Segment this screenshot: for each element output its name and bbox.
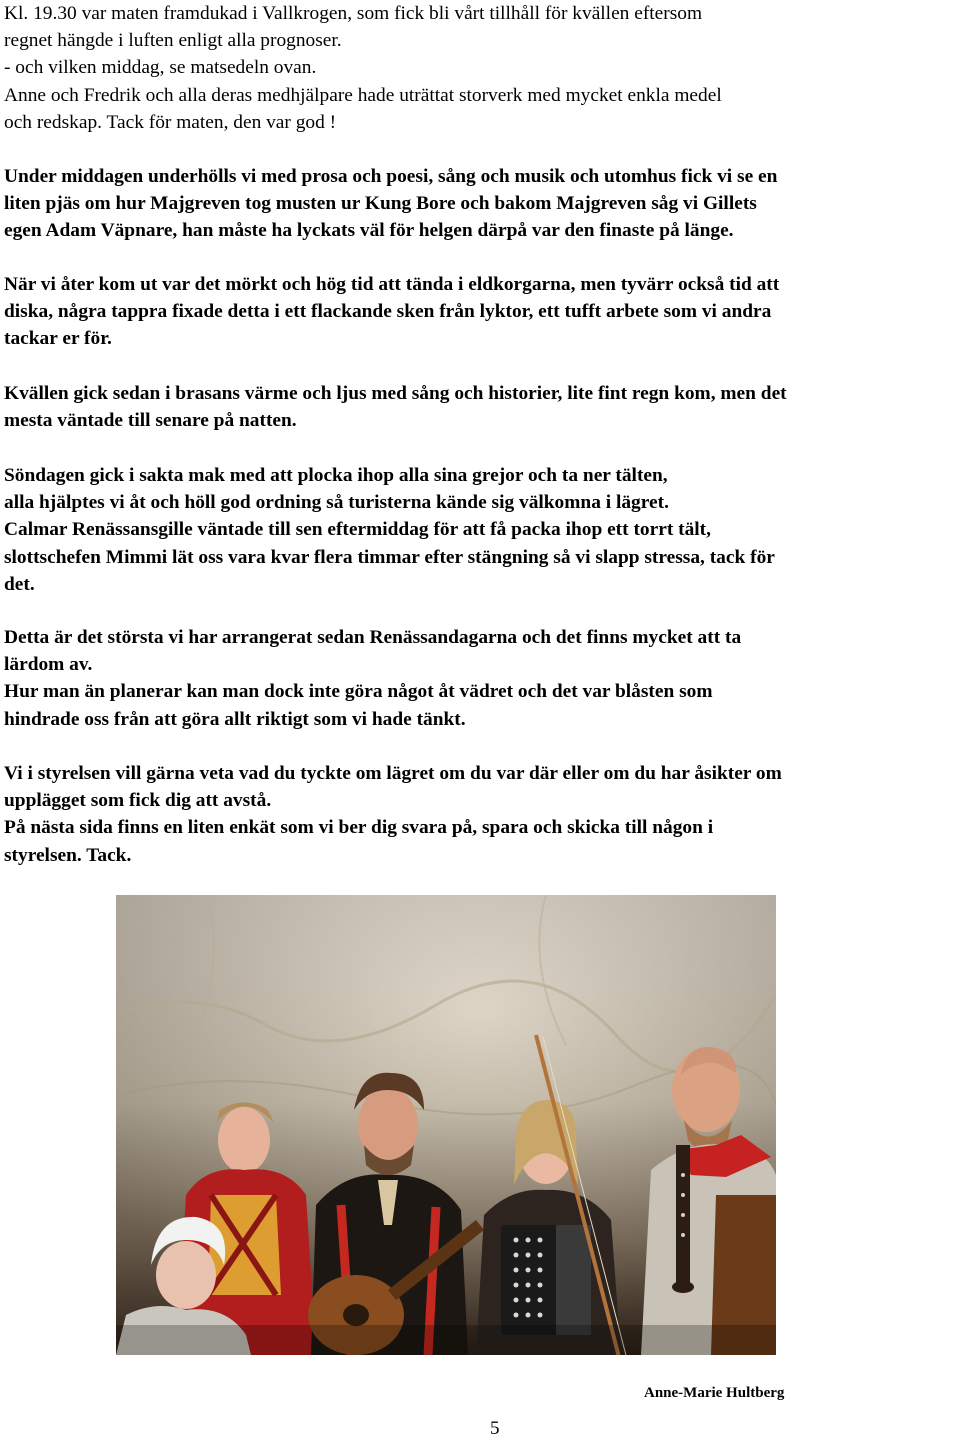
- text-line: diska, några tappra fixade detta i ett flackande sken från lyktor, ett tufft arbete som vi andra: [4, 301, 772, 323]
- text-line: Kvällen gick sedan i brasans värme och ljus med sång och historier, lite fint regn kom, men det: [4, 383, 787, 404]
- paragraph-dinner: [4, 0, 958, 136]
- paragraph-survey: [4, 760, 958, 869]
- text-line: och redskap. Tack för maten, den var god !: [4, 111, 337, 133]
- musicians-photo: [116, 895, 776, 1355]
- musicians-photo-icon: [116, 895, 776, 1355]
- text-line: hindrade oss från att göra allt riktigt som vi hade tänkt.: [4, 708, 466, 730]
- page-number: 5: [490, 1418, 500, 1439]
- text-line: - och vilken middag, se matsedeln ovan.: [4, 57, 317, 79]
- text-line: Calmar Renässansgille väntade till sen eftermiddag för att få packa ihop ett torrt tält,: [4, 519, 711, 541]
- text-line: Kl. 19.30 var maten framdukad i Vallkrogen, som fick bli vårt tillhåll för kvällen eftersom: [4, 3, 703, 24]
- paragraph-evening: [4, 380, 958, 434]
- text-line: Anne och Fredrik och alla deras medhjälpare hade uträttat storverk med mycket enkla medel: [4, 84, 722, 106]
- paragraph-entertainment: [4, 163, 958, 245]
- text-line: När vi åter kom ut var det mörkt och hög tid att tända i eldkorgarna, men tyvärr också tid att: [4, 274, 780, 295]
- text-line: mesta väntade till senare på natten.: [4, 410, 297, 432]
- text-line: Hur man än planerar kan man dock inte göra något åt vädret och det var blåsten som: [4, 681, 713, 703]
- text-line: styrelsen. Tack.: [4, 844, 132, 866]
- paragraph-dishes: [4, 271, 958, 353]
- text-line: Under middagen underhölls vi med prosa och poesi, sång och musik och utomhus fick vi se en: [4, 166, 778, 187]
- text-line: slottschefen Mimmi lät oss vara kvar flera timmar efter stängning så vi slapp stressa, tack för: [4, 546, 775, 568]
- text-line: Detta är det största vi har arrangerat sedan Renässandagarna och det finns mycket att ta: [4, 627, 742, 648]
- paragraph-lessons: [4, 624, 958, 733]
- paragraph-sunday: [4, 462, 958, 598]
- text-line: Söndagen gick i sakta mak med att plocka ihop alla sina grejor och ta ner tälten,: [4, 465, 668, 486]
- photo-caption: Anne-Marie Hultberg: [644, 1385, 785, 1401]
- text-line: egen Adam Väpnare, han måste ha lyckats väl för helgen därpå var den finaste på länge.: [4, 220, 734, 242]
- text-line: På nästa sida finns en liten enkät som vi ber dig svara på, spara och skicka till någon i: [4, 817, 714, 839]
- text-line: det.: [4, 573, 35, 595]
- text-line: upplägget som fick dig att avstå.: [4, 790, 272, 812]
- text-line: regnet hängde i luften enligt alla prognoser.: [4, 30, 342, 52]
- text-line: alla hjälptes vi åt och höll god ordning så turisterna kände sig välkomna i lägret.: [4, 492, 669, 514]
- text-line: Vi i styrelsen vill gärna veta vad du tyckte om lägret om du var där eller om du har åsikter om: [4, 763, 782, 784]
- text-line: lärdom av.: [4, 654, 93, 676]
- text-line: liten pjäs om hur Majgreven tog musten ur Kung Bore och bakom Majgreven såg vi Gillets: [4, 193, 757, 215]
- text-line: tackar er för.: [4, 328, 112, 350]
